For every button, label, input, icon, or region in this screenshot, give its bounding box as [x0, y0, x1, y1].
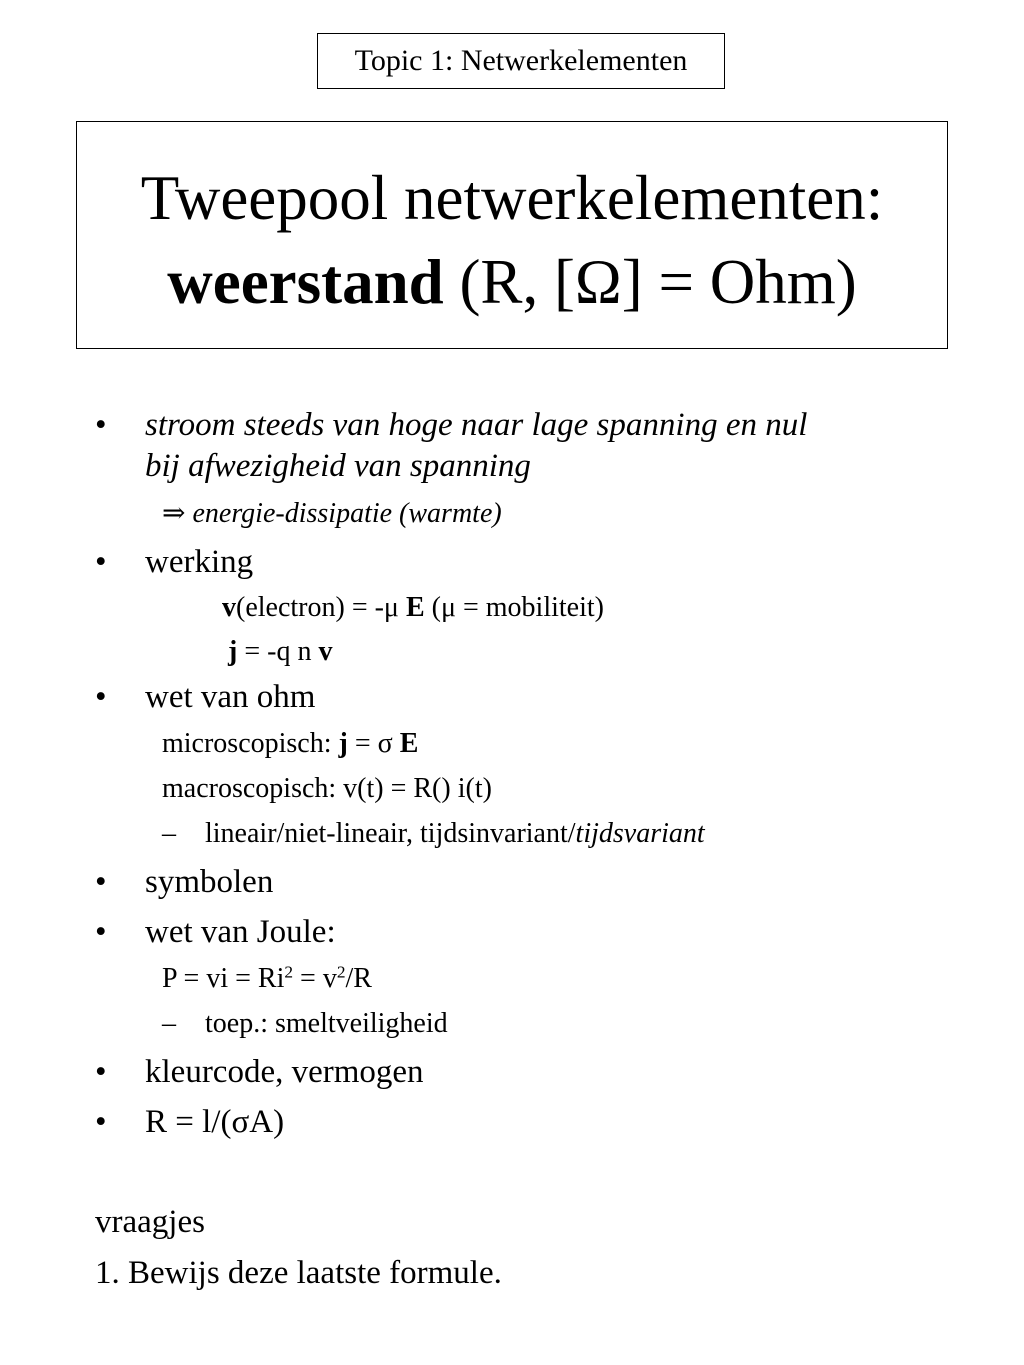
werking-eq-1	[222, 591, 604, 625]
ohm-micro	[162, 727, 418, 761]
eq2-j: j	[228, 636, 238, 667]
bullet-ohm: •	[95, 679, 107, 715]
bullet-werking: •	[95, 544, 107, 580]
joule-eq	[162, 962, 372, 996]
title-rest: (R, [Ω] = Ohm)	[443, 247, 857, 317]
micro-E: E	[399, 728, 419, 759]
title-line-2	[77, 246, 947, 318]
bullet-joule: •	[95, 914, 107, 950]
stroom-implies	[162, 497, 502, 531]
eq1-a: (electron) = -μ	[236, 592, 406, 623]
micro-b: = σ	[347, 728, 400, 759]
symbolen-label: symbolen	[145, 864, 274, 900]
question-1: 1. Bewijs deze laatste formule.	[95, 1255, 502, 1291]
joule-sup-2: 2	[336, 962, 346, 982]
werking-label: werking	[145, 544, 254, 580]
kleurcode-label: kleurcode, vermogen	[145, 1054, 424, 1090]
ohm-sub-a: lineair/niet-lineair, tijdsinvariant/	[205, 818, 576, 849]
ohm-sub-it: tijdsvariant	[575, 818, 705, 849]
questions-heading: vraagjes	[95, 1204, 205, 1240]
ohm-sub	[205, 817, 705, 851]
eq2-v: v	[318, 636, 333, 667]
bullet-formula: •	[95, 1104, 107, 1140]
eq1-b: (μ = mobiliteit)	[424, 592, 604, 623]
eq2-a: = -q n	[237, 636, 319, 667]
dash-ohm: –	[162, 818, 176, 849]
joule-label: wet van Joule:	[145, 914, 336, 950]
stroom-line-2: bij afwezigheid van spanning	[145, 448, 531, 484]
dash-joule: –	[162, 1008, 176, 1039]
title-bold: weerstand	[167, 247, 444, 317]
joule-eq-c: /R	[345, 963, 372, 994]
eq1-E: E	[405, 592, 425, 623]
implies-text: energie-dissipatie (warmte)	[185, 498, 502, 529]
implies-arrow: ⇒	[162, 498, 186, 529]
eq1-v: v	[222, 592, 236, 623]
micro-j: j	[338, 728, 348, 759]
joule-eq-a: P = vi = Ri	[162, 963, 285, 994]
joule-sup-1: 2	[284, 962, 294, 982]
werking-eq-2	[228, 635, 332, 669]
title-line-1: Tweepool netwerkelementen:	[140, 163, 884, 233]
bullet-symbolen: •	[95, 864, 107, 900]
topic-label: Topic 1: Netwerkelementen	[317, 33, 725, 89]
bullet-kleurcode: •	[95, 1054, 107, 1090]
formula-label: R = l/(σA)	[145, 1104, 285, 1140]
title-box	[76, 121, 948, 349]
bullet-stroom: •	[95, 407, 107, 443]
ohm-macro: macroscopisch: v(t) = R() i(t)	[162, 773, 492, 804]
ohm-label: wet van ohm	[145, 679, 316, 715]
micro-a: microscopisch:	[162, 728, 339, 759]
stroom-line-1: stroom steeds van hoge naar lage spanning en nul	[145, 407, 808, 443]
joule-eq-b: = v	[293, 963, 337, 994]
joule-sub: toep.: smeltveiligheid	[205, 1008, 448, 1039]
